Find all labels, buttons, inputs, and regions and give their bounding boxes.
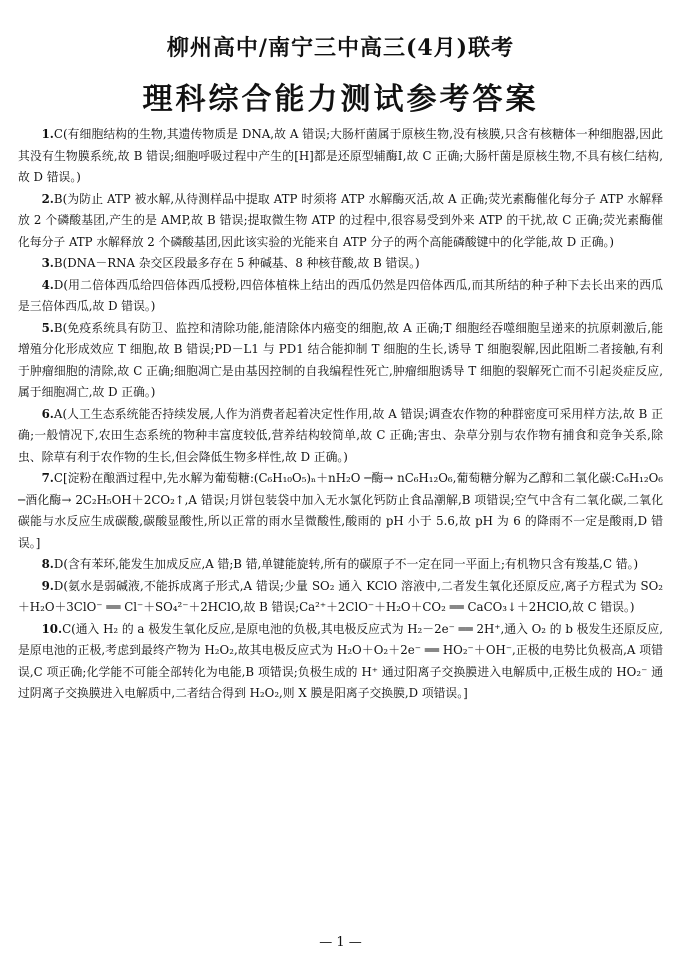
- answer-text: B(为防止 ATP 被水解,从待测样品中提取 ATP 时须将 ATP 水解酶灭活,故 A 正确;荧光素酶催化每分子 ATP 水解释放 2 个磷酸基团,产生的是 AMP,故 B 错误;提取微生物 ATP 的过程中,很容易受到外来 ATP 的干扰,故 C 正确;荧光素酶催化每分子 ATP 水解释放 2 个磷酸基团,因此该实验的光能来自 ATP 分子的两个高能磷酸键中的化学能,故 D 正确。): [18, 191, 664, 249]
- answer-item-6: [18, 404, 663, 469]
- answer-text: D(氨水是弱碱液,不能拆成离子形式,A 错误;少量 SO₂ 通入 KClO 溶液中,二者发生氧化还原反应,离子方程式为 SO₂＋H₂O＋3ClO⁻ ══ Cl⁻＋SO₄²⁻＋2HClO,故 B 错误;Ca²⁺＋2ClO⁻＋H₂O＋CO₂ ══ CaCO₃↓＋2HClO,故 C 错误。): [18, 578, 663, 614]
- question-number: 7.: [41, 471, 54, 485]
- question-number: 5.: [41, 320, 54, 335]
- answer-item-4: [18, 275, 663, 318]
- question-number: 2.: [41, 191, 54, 206]
- answer-text: D(用二倍体西瓜给四倍体西瓜授粉,四倍体植株上结出的西瓜仍然是四倍体西瓜,而其所结的种子种下去长出来的西瓜是三倍体西瓜,故 D 错误。): [18, 277, 663, 313]
- answer-item-5: [18, 318, 663, 404]
- answer-text: C[淀粉在酿酒过程中,先水解为葡萄糖:(C₆H₁₀O₅)ₙ＋nH₂O ─酶→ nC₆H₁₂O₆,葡萄糖分解为乙醇和二氧化碳:C₆H₁₂O₆ ─酒化酶→ 2C₂H₅OH＋2CO₂↑,A 错误;月饼包装袋中加入无水氯化钙防止食品潮解,B 项错误;空气中含有二氧化碳,二氧化碳能与水反应生成碳酸,碳酸显酸性,所以正常的雨水呈微酸性,酸雨的 pH 小于 5.6,故 pH 为 6 的降雨不一定是酸雨,D 错误。]: [18, 471, 663, 550]
- answer-item-1: [18, 124, 663, 189]
- answer-item-2: [18, 189, 663, 254]
- answer-item-7: [18, 468, 663, 554]
- answer-text: C(通入 H₂ 的 a 极发生氧化反应,是原电池的负极,其电极反应式为 H₂－2e⁻ ══ 2H⁺,通入 O₂ 的 b 极发生还原反应,是原电池的正极,考虑到最终产物为 H₂O₂,故其电极反应式为 H₂O＋O₂＋2e⁻ ══ HO₂⁻＋OH⁻,正极的电势比负极高,A 项错误,C 项正确;化学能不可能全部转化为电能,B 项错误;负极生成的 H⁺ 通过阳离子交换膜进入电解质中,正极生成的 HO₂⁻ 通过阴离子交换膜进入电解质中,二者结合得到 H₂O₂,则 X 膜是阳离子交换膜,D 项错误。]: [18, 621, 663, 700]
- question-number: 6.: [41, 406, 54, 421]
- question-number: 1.: [41, 127, 54, 141]
- answer-item-8: [18, 554, 663, 576]
- answer-list: [18, 124, 663, 705]
- page-number: — 1 —: [319, 935, 362, 950]
- answer-text: D(含有苯环,能发生加成反应,A 错;B 错,单键能旋转,所有的碳原子不一定在同一平面上;有机物只含有羧基,C 错。): [53, 557, 639, 571]
- answer-item-9: [18, 576, 663, 619]
- answer-item-3: [18, 253, 663, 275]
- answer-text: A(人工生态系统能否持续发展,人作为消费者起着决定性作用,故 A 错误;调查农作物的种群密度可采用样方法,故 B 正确;一般情况下,农田生态系统的物种丰富度较低,营养结构较简单,故 C 正确;害虫、杂草分别与农作物有捕食和竞争关系,除虫、除草有利于农作物的生长,但会降低生物多样性,故 D 正确。): [18, 406, 663, 464]
- answer-text: B(DNA－RNA 杂交区段最多存在 5 种碱基、8 种核苷酸,故 B 错误。): [53, 256, 420, 270]
- question-number: 4.: [41, 277, 54, 292]
- question-number: 3.: [41, 256, 54, 270]
- exam-header: 柳州高中/南宁三中高三(4月)联考: [166, 35, 515, 61]
- answer-text: B(免疫系统具有防卫、监控和清除功能,能清除体内癌变的细胞,故 A 正确;T 细胞经吞噬细胞呈递来的抗原刺激后,能增殖分化形成效应 T 细胞,故 B 错误;PD－L1 与 PD1 结合能抑制 T 细胞的生长,诱导 T 细胞裂解,因此阻断二者接触,有利于肿瘤细胞的清除,故 C 正确;细胞凋亡是由基因控制的自我编程性死亡,肿瘤细胞诱导 T 细胞的裂解死亡而不引起炎症反应,属于细胞凋亡,故 D 正确。): [18, 320, 663, 399]
- answer-text: C(有细胞结构的生物,其遗传物质是 DNA,故 A 错误;大肠杆菌属于原核生物,没有核膜,只含有核糖体一种细胞器,因此其没有生物膜系统,故 B 错误;细胞呼吸过程中产生的[H]都是还原型辅酶Ⅰ,故 C 正确;大肠杆菌是原核生物,不具有核仁结构,故 D 错误。): [18, 127, 663, 184]
- question-number: 8.: [41, 557, 54, 571]
- answer-item-10: [18, 619, 663, 705]
- page-title: 理科综合能力测试参考答案: [142, 82, 539, 117]
- question-number: 10.: [41, 621, 63, 636]
- question-number: 9.: [41, 578, 54, 593]
